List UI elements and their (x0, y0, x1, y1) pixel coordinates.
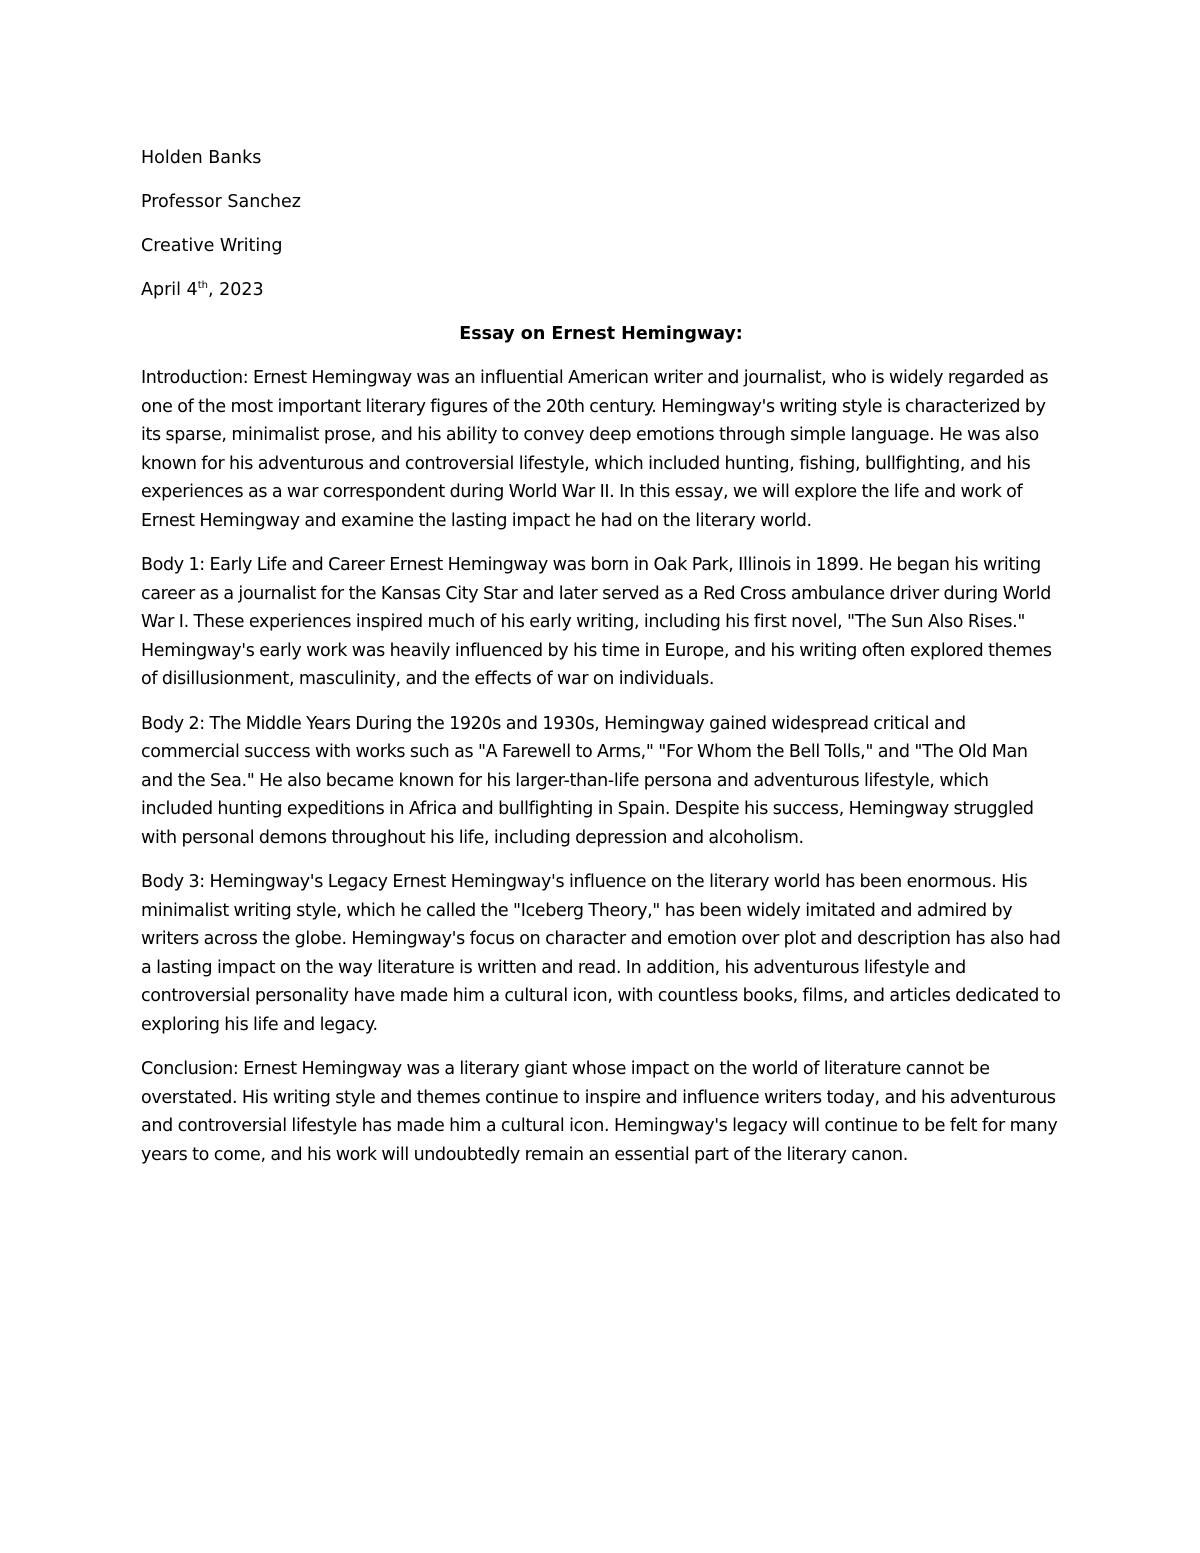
date-prefix: April 4 (141, 280, 198, 300)
paragraph-body-2: Body 2: The Middle Years During the 1920s and 1930s, Hemingway gained widespread critical and commercial success with works such as "A Farewell to Arms," "For Whom the Bell Tolls," and "The Old Man and the Sea." He also became known for his larger-than-life persona and adventurous lifestyle, which included hunting expeditions in Africa and bullfighting in Spain. Despite his success, Hemingway struggled with personal demons throughout his life, including depression and alcoholism. (141, 713, 1034, 848)
student-name: Holden Banks (141, 148, 262, 168)
date-suffix: , 2023 (207, 280, 264, 300)
date-ordinal: th (197, 280, 208, 292)
essay-date (141, 276, 1061, 304)
essay-title: Essay on Ernest Hemingway: (459, 324, 743, 344)
document-body (141, 144, 1061, 1185)
professor-name: Professor Sanchez (141, 192, 301, 212)
paragraph-body-3: Body 3: Hemingway's Legacy Ernest Hemingway's influence on the literary world has been enormous. His minimalist writing style, which he called the "Iceberg Theory," has been widely imitated and admired by writers across the globe. Hemingway's focus on character and emotion over plot and description has also had a lasting impact on the way literature is written and read. In addition, his adventurous lifestyle and controversial personality have made him a cultural icon, with countless books, films, and articles dedicated to exploring his life and legacy. (141, 872, 1061, 1035)
paragraph-introduction: Introduction: Ernest Hemingway was an influential American writer and journalist, who is widely regarded as one of the most important literary figures of the 20th century. Hemingway's writing style is characterized by its sparse, minimalist prose, and his ability to convey deep emotions through simple language. He was also known for his adventurous and controversial lifestyle, which included hunting, fishing, bullfighting, and his experiences as a war correspondent during World War II. In this essay, we will explore the life and work of Ernest Hemingway and examine the lasting impact he had on the literary world. (141, 368, 1049, 531)
course-name: Creative Writing (141, 236, 283, 256)
paragraph-body-1: Body 1: Early Life and Career Ernest Hemingway was born in Oak Park, Illinois in 1899. He began his writing career as a journalist for the Kansas City Star and later served as a Red Cross ambulance driver during World War I. These experiences inspired much of his early writing, including his first novel, "The Sun Also Rises." Hemingway's early work was heavily influenced by his time in Europe, and his writing often explored themes of disillusionment, masculinity, and the effects of war on individuals. (141, 555, 1052, 689)
paragraph-conclusion: Conclusion: Ernest Hemingway was a literary giant whose impact on the world of literature cannot be overstated. His writing style and themes continue to inspire and influence writers today, and his adventurous and controversial lifestyle has made him a cultural icon. Hemingway's legacy will continue to be felt for many years to come, and his work will undoubtedly remain an essential part of the literary canon. (141, 1059, 1058, 1165)
